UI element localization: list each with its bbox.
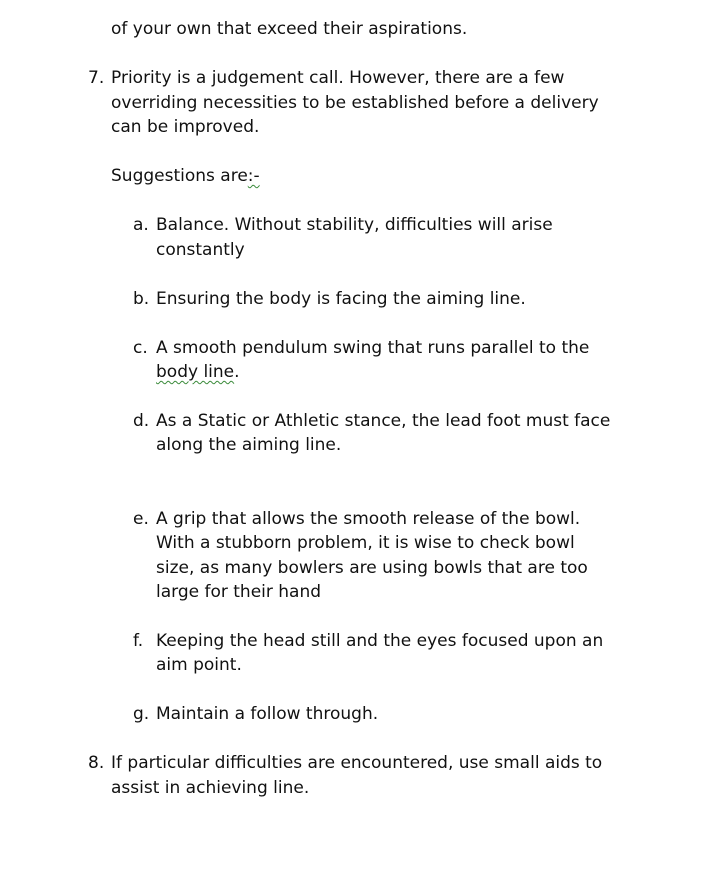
subitem-g-letter: g. [133, 704, 150, 724]
item-7-line-2: overriding necessities to be established before a delivery [111, 93, 599, 113]
subitem-e-line-1: A grip that allows the smooth release of the bowl. [156, 509, 581, 529]
subitem-a-line-2: constantly [156, 240, 245, 260]
subitem-e-line-4: large for their hand [156, 582, 322, 602]
subitem-a-letter: a. [133, 215, 149, 235]
item-8-line-1: If particular difficulties are encountered, use small aids to [111, 753, 603, 773]
body-line-flagged: body line [156, 362, 235, 382]
item-7-line-3: can be improved. [111, 117, 260, 137]
subitem-b-letter: b. [133, 289, 150, 309]
intro-tail-text: of your own that exceed their aspirations. [111, 19, 468, 39]
item-7-number: 7. [88, 68, 105, 88]
body-line-period: . [234, 362, 240, 382]
subitem-f-line-2: aim point. [156, 655, 242, 675]
item-8-number: 8. [88, 753, 105, 773]
item-8-line-2: assist in achieving line. [111, 778, 310, 798]
subitem-d-line-1: As a Static or Athletic stance, the lead foot must face [156, 411, 611, 431]
suggestions-heading [111, 164, 260, 189]
subitem-e-line-3: size, as many bowlers are using bowls that are too [156, 558, 588, 578]
subitem-d-line-2: along the aiming line. [156, 435, 342, 455]
subitem-g-line-1: Maintain a follow through. [156, 704, 379, 724]
subitem-e-letter: e. [133, 509, 149, 529]
subitem-c-letter: c. [133, 338, 148, 358]
subitem-b-line-1: Ensuring the body is facing the aiming line. [156, 289, 526, 309]
subitem-c-line-2 [156, 360, 240, 385]
subitem-d-letter: d. [133, 411, 150, 431]
subitem-e-line-2: With a stubborn problem, it is wise to check bowl [156, 533, 575, 553]
subitem-f-letter: f. [133, 631, 144, 651]
item-7-line-1: Priority is a judgement call. However, there are a few [111, 68, 565, 88]
subitem-c-line-1: A smooth pendulum swing that runs parallel to the [156, 338, 590, 358]
suggestions-prefix: Suggestions are [111, 166, 248, 186]
suggestions-suffix-flagged: :- [247, 166, 260, 186]
subitem-f-line-1: Keeping the head still and the eyes focused upon an [156, 631, 604, 651]
subitem-a-line-1: Balance. Without stability, difficulties will arise [156, 215, 553, 235]
